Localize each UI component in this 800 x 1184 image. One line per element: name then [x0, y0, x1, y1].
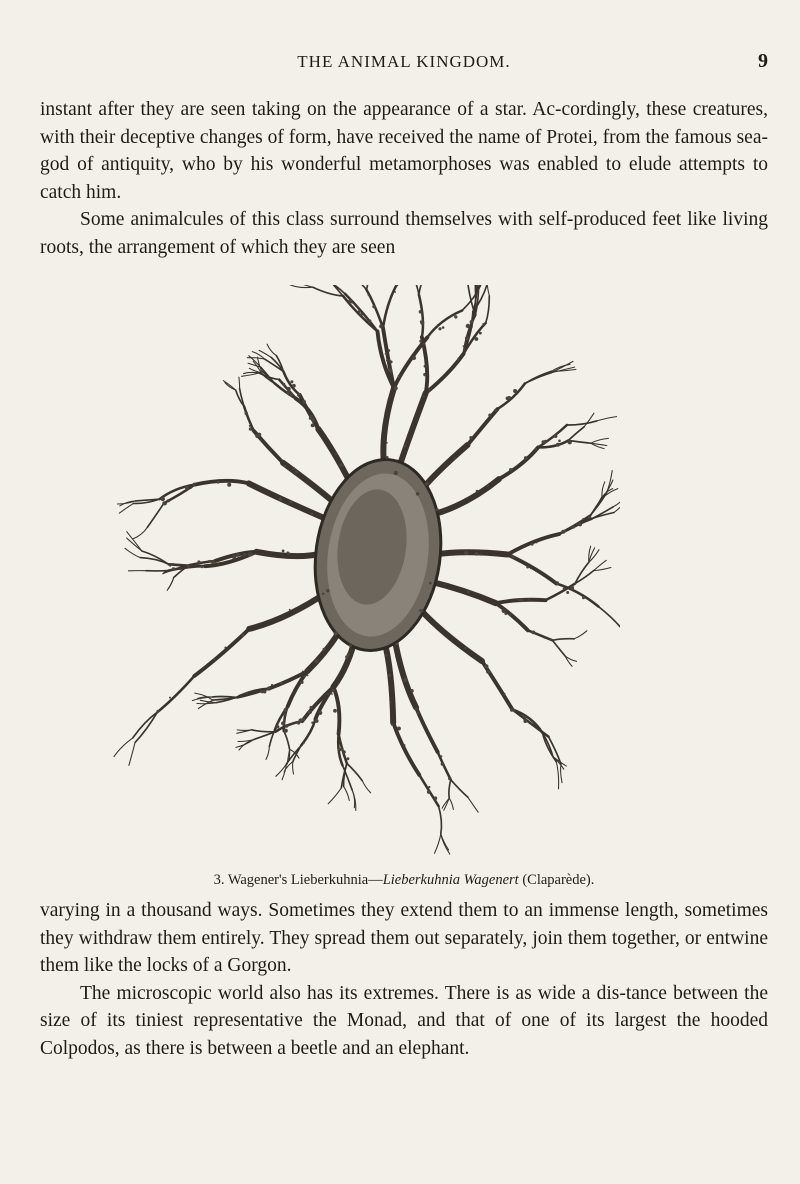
caption-suffix: (Claparède). [518, 872, 595, 888]
text-block-bottom [40, 897, 768, 1062]
lieberkuhnia-illustration [110, 285, 620, 855]
paragraph: Some animalcules of this class surround themselves with self-produced feet like living roots, the arrangement of which they are seen [40, 209, 768, 258]
running-head: THE ANIMAL KINGDOM. [297, 52, 511, 71]
paragraph: The microscopic world also has its extremes. There is as wide a dis-tance between the size of its tiniest representative the Monad, and that of one of its largest the hooded Colpodos, as there is between a beetle and an elephant. [40, 982, 768, 1059]
paragraph: varying in a thousand ways. Sometimes they extend them to an immense length, sometimes they withdraw them entirely. They spread them out separately, join them together, or entwine them like the locks of a Gorgon. [40, 900, 768, 976]
page-number: 9 [758, 50, 768, 72]
figure-caption [40, 872, 768, 889]
text-block-top [40, 96, 768, 261]
paragraph: instant after they are seen taking on the appearance of a star. Ac-cordingly, these creatures, with their deceptive changes of form, have received the name of Protei, from the famous sea-god of antiquity, who by his wonderful metamorphoses was enabled to elude attempts to catch him. [40, 99, 768, 203]
page-header [40, 52, 768, 80]
caption-prefix: 3. Wagener's Lieberkuhnia— [213, 872, 383, 888]
caption-species: Lieberkuhnia Wagenert [382, 872, 519, 888]
